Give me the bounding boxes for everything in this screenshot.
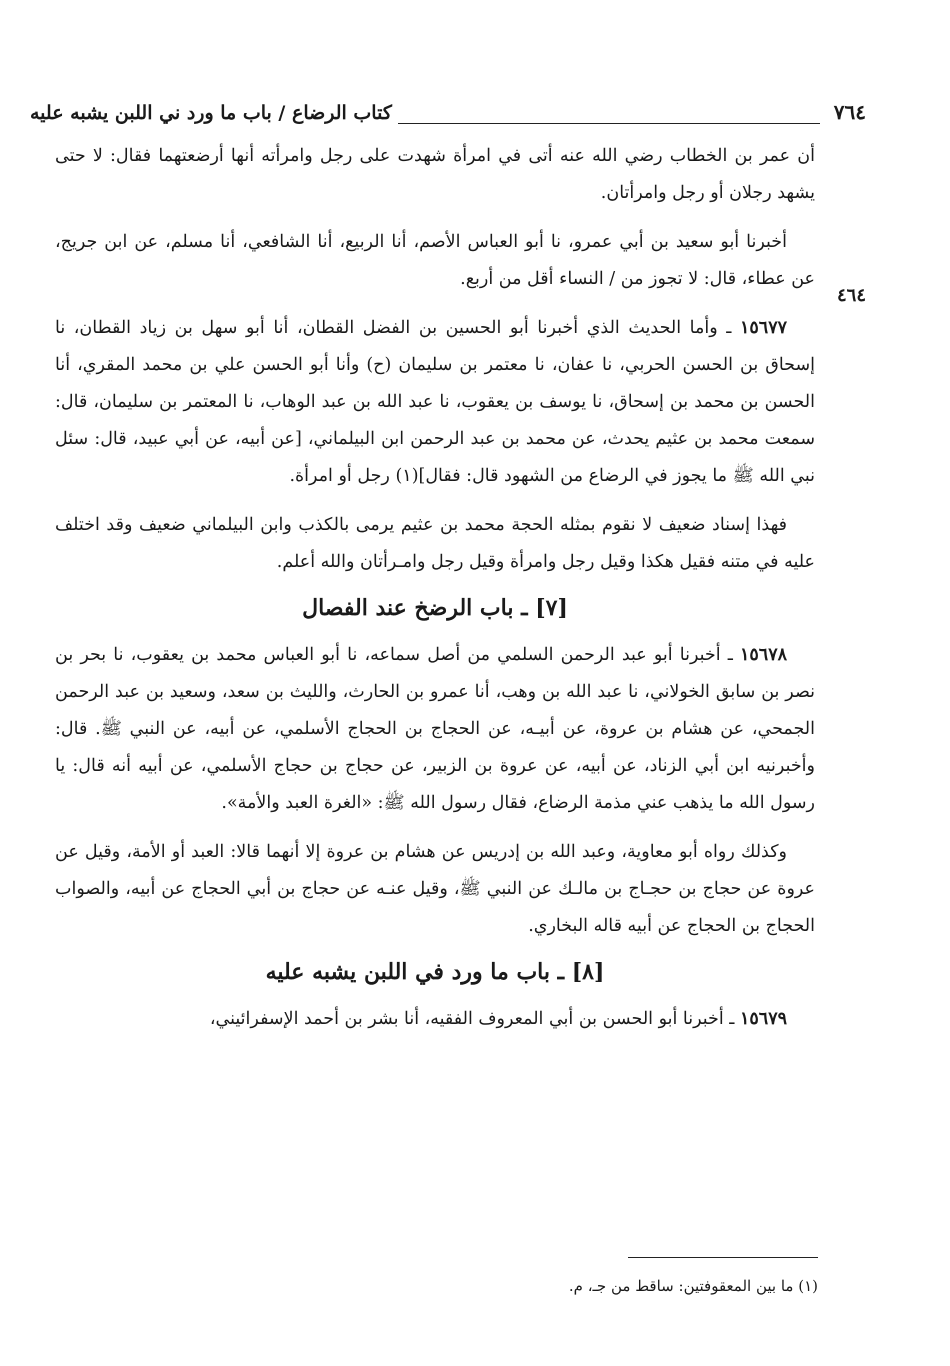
hadith-paragraph [55,637,815,822]
running-title: كتاب الرضاع / باب ما ورد ني اللبن يشبه عليه [30,102,392,124]
paragraph: أخبرنا أبو سعيد بن أبي عمرو، نا أبو العباس الأصم، أنا الربيع، أنا الشافعي، أنا مسلم، عن ابن جريج، عن عطاء، قال: لا تجوز من / النساء أقل من أربع. [55,232,815,289]
hadith-number: ١٥٦٧٧ [740,318,787,338]
footnote: (١) ما بين المعقوفتين: ساقط من جـ، م. [568,1277,818,1295]
hadith-number: ١٥٦٧٩ [740,1009,787,1029]
paragraph: أن عمر بن الخطاب رضي الله عنه أتى في امرأة شهدت على رجل وامرأته أنها أرضعتهما فقال: لا حتى يشهد رجلان أو رجل وامرأتان. [55,146,815,203]
chapter-heading: [٨] ـ باب ما ورد في اللبن يشبه عليه [265,959,605,985]
paragraph: فهذا إسناد ضعيف لا نقوم بمثله الحجة محمد بن عثيم يرمى بالكذب وابن البيلماني ضعيف وقد اختلف عليه في متنه فقيل هكذا وقيل رجل وامرأة وقيل رجل وامـرأتان والله أعلم. [55,515,815,572]
hadith-paragraph [55,1001,815,1038]
hadith-text: ـ أخبرنا أبو عبد الرحمن السلمي من أصل سماعه، نا أبو العباس محمد بن يعقوب، نا بحر بن نصر بن سابق الخولاني، نا عبد الله بن وهب، أنا عمرو بن الحارث، والليث بن سعد، وسعيد بن عبد الرحمن الجمحي، عن هشام بن عروة، عن أبيـه، عن الحجاج بن الحجاج الأسلمي، عن أبيه، عن النبي ﷺ. قال: وأخبرنيه ابن أبي الزناد، عن أبيه، عن عروة بن الزبير، عن حجاج بن حجاج الأسلمي، عن أبيه أنه قال: يا رسول الله ما يذهب عني مذمة الرضاع، فقال رسول الله ﷺ: «الغرة العبد والأمة». [55,645,815,813]
hadith-number: ١٥٦٧٨ [740,645,787,665]
running-header [30,90,866,124]
chapter-heading: [٧] ـ باب الرضخ عند الفصال [302,595,568,621]
margin-page-reference: ٤٦٤ [836,285,866,306]
hadith-paragraph [55,310,815,495]
footnote-rule [628,1257,818,1258]
hadith-text: ـ وأما الحديث الذي أخبرنا أبو الحسين بن الفضل القطان، أنا أبو سهل بن زياد القطان، نا إسحاق بن الحسن الحربي، نا عفان، نا معتمر بن سليمان (ح) وأنا أبو الحسن علي بن محمد المقري، أنا الحسن بن محمد بن إسحاق، نا يوسف بن يعقوب، نا عبد الله بن عبد الوهاب، نا المعتمر بن سليمان، قال: سمعت محمد بن عثيم يحدث، عن محمد بن عبد الرحمن ابن البيلماني، [عن أبيه، عن أبي عبيد، قال: سئل نبي الله ﷺ ما يجوز في الرضاع من الشهود قال: فقال](١) رجل أو امرأة. [55,318,815,486]
page-number: ٧٦٤ [833,100,866,124]
main-text [55,138,815,1050]
header-rule [398,111,820,124]
hadith-text: ـ أخبرنا أبو الحسن بن أبي المعروف الفقيه، أنا بشر بن أحمد الإسفرائيني، [209,1009,740,1029]
paragraph: وكذلك رواه أبو معاوية، وعبد الله بن إدريس عن هشام بن عروة إلا أنهما قالا: العبد أو الأمة، وقيل عن عروة عن حجاج بن حجـاج بن مالـك عن النبي ﷺ، وقيل عنـه عن حجاج بن أبي الحجاج عن أبيه، والصواب الحجاج بن الحجاج عن أبيه قاله البخاري. [55,842,815,936]
